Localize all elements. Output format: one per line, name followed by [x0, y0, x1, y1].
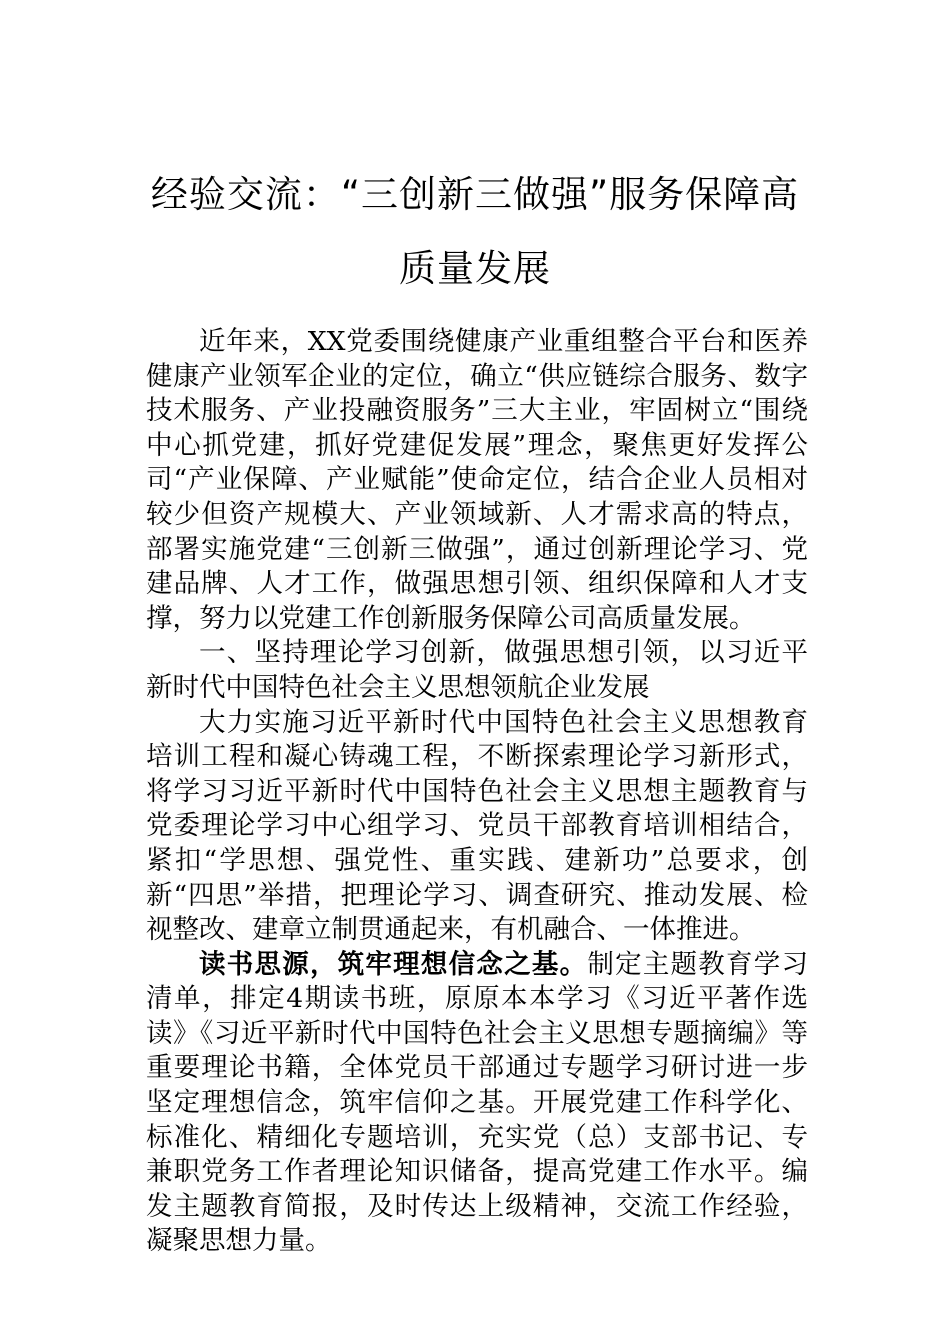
paragraph-reading	[146, 948, 808, 1259]
paragraph-text: 一、坚持理论学习创新，做强思想引领，以习近平新时代中国特色社会主义思想领航企业发展	[146, 637, 808, 703]
document-title: 经验交流：“三创新三做强”服务保障高质量发展	[150, 173, 800, 290]
paragraph-text: 制定主题教育学习清单，排定4期读书班，原原本本学习《习近平著作选读》《习近平新时代中国特色社会主义思想专题摘编》等重要理论书籍，全体党员干部通过专题学习研讨进一步坚定理想信念，筑牢信仰之基。开展党建工作科学化、标准化、精细化专题培训，充实党（总）支部书记、专兼职党务工作者理论知识储备，提高党建工作水平。编发主题教育简报，及时传达上级精神，交流工作经验，凝聚思想力量。	[146, 948, 809, 1257]
paragraph-bold-lead: 读书思源，筑牢理想信念之基。	[199, 948, 588, 980]
paragraph-intro	[146, 325, 808, 636]
paragraph-text: 近年来，XX党委围绕健康产业重组整合平台和医养健康产业领军企业的定位，确立“供应链综合服务、数字技术服务、产业投融资服务”三大主业，牢固树立“围绕中心抓党建，抓好党建促发展”理念，聚焦更好发挥公司“产业保障、产业赋能”使命定位，结合企业人员相对较少但资产规模大、产业领域新、人才需求高的特点，部署实施党建“三创新三做强”，通过创新理论学习、党建品牌、人才工作，做强思想引领、组织保障和人才支撑，努力以党建工作创新服务保障公司高质量发展。	[146, 326, 808, 634]
paragraph-section-1	[146, 706, 808, 948]
section-heading-1	[146, 636, 808, 705]
paragraph-text: 大力实施习近平新时代中国特色社会主义思想教育培训工程和凝心铸魂工程，不断探索理论学习新形式，将学习习近平新时代中国特色社会主义思想主题教育与党委理论学习中心组学习、党员干部教育培训相结合，紧扣“学思想、强党性、重实践、建新功”总要求，创新“四思”举措，把理论学习、调查研究、推动发展、检视整改、建章立制贯通起来，有机融合、一体推进。	[146, 706, 808, 946]
document-body	[146, 325, 808, 1259]
